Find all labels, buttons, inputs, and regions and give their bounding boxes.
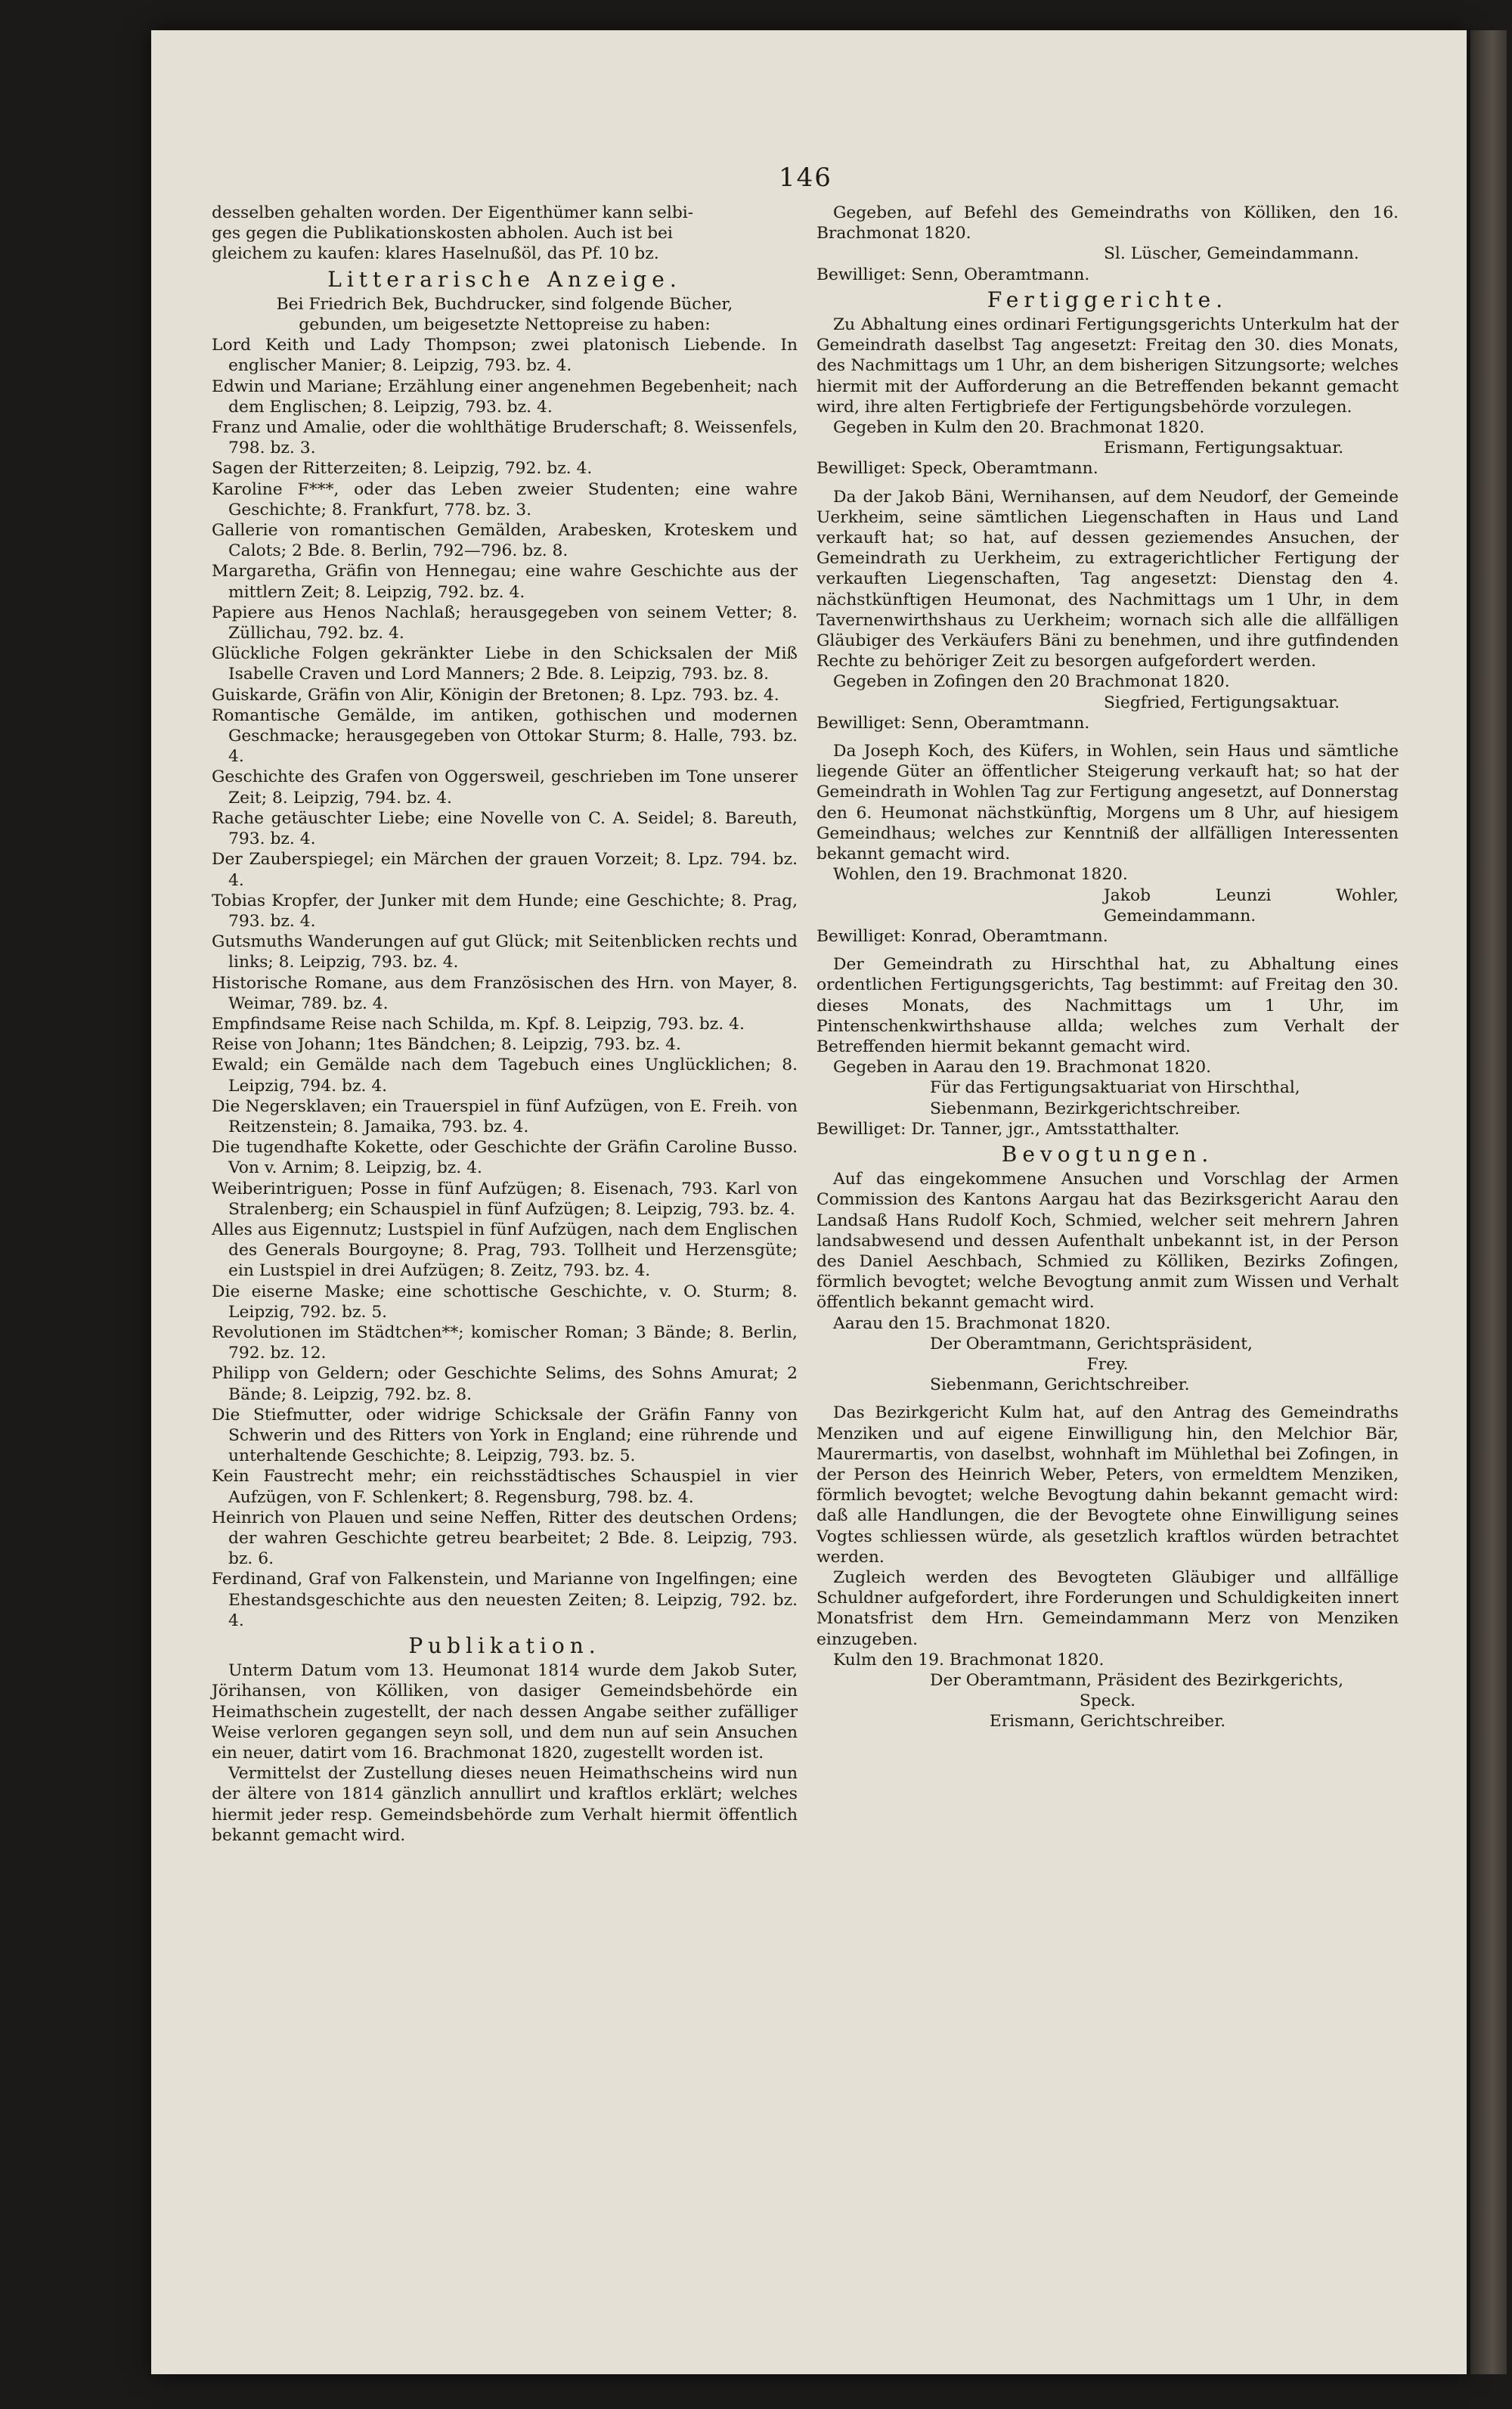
book-entry: Historische Romane, aus dem Französischen des Hrn. von Mayer, 8. Weimar, 789. bz. 4.: [212, 973, 798, 1013]
approval-line: Bewilliget: Senn, Oberamtmann.: [816, 265, 1090, 284]
book-entry: Reise von Johann; 1tes Bändchen; 8. Leipzig, 793. bz. 4.: [212, 1035, 681, 1055]
spacer: [816, 1395, 1399, 1403]
book-entry: Alles aus Eigennutz; Lustspiel in fünf Aufzügen, nach dem Englischen des Generals Bourgoyne; 8. Prag, 793. Tollheit und Herzensgüte; ein Lustspiel in drei Aufzügen; 8. Zeitz, 793. bz. 4.: [212, 1220, 798, 1281]
notice-text: Der Gemeindrath zu Hirschthal hat, zu Abhaltung eines ordentlichen Fertigungsgerichts, Tag bestimmt: auf Freitag den 30. dieses Monats, des Nachmittags um 1 Uhr, im Pintenschenkwirthshause allda; welches zum Verhalt der Betreffenden hiermit bekannt gemacht wird.: [816, 955, 1399, 1056]
signature: Der Oberamtmann, Gerichtspräsident,: [930, 1334, 1253, 1353]
publication-paragraph: Unterm Datum vom 13. Heumonat 1814 wurde dem Jakob Suter, Jörihansen, von Kölliken, von dasiger Gemeindsbehörde ein Heimathschein zugestellt, der nach dessen Angabe seither zufälliger Weise verloren gegangen seyn soll, und dem nun auf sein Ansuchen ein neuer, datirt vom 16. Brachmonat 1820, zugestellt worden ist.: [212, 1661, 798, 1763]
signature: Frey.: [1086, 1354, 1129, 1374]
date-line: Wohlen, den 19. Brachmonat 1820.: [833, 865, 1128, 885]
signature: Siegfried, Fertigungsaktuar.: [1104, 693, 1340, 712]
right-column: [816, 203, 1399, 1732]
book-entry: Ferdinand, Graf von Falkenstein, und Marianne von Ingelfingen; eine Ehestandsgeschichte aus den neuesten Zeiten; 8. Leipzig, 792. bz. 4.: [212, 1570, 798, 1630]
book-entry: Glückliche Folgen gekränkter Liebe in den Schicksalen der Miß Isabelle Craven und Lord Manners; 2 Bde. 8. Leipzig, 793. bz. 8.: [212, 644, 798, 684]
publication-paragraph: Vermittelst der Zustellung dieses neuen Heimathscheins wird nun der ältere von 1814 gänzlich annullirt und kraftlos erklärt; welches hiermit jeder resp. Gemeindsbehörde zum Verhalt hiermit öffentlich bekannt gemacht wird.: [212, 1764, 798, 1845]
approval-line: Bewilliget: Senn, Oberamtmann.: [816, 713, 1090, 733]
spacer: [816, 733, 1399, 741]
notice-text: Das Bezirkgericht Kulm hat, auf den Antrag des Gemeindraths Menziken und auf eigene Einwilligung hin, den Melchior Bär, Maurermartis, von daselbst, wohnhaft im Mühlethal bei Zofingen, in der Person des Heinrich Weber, Peters, von ermeldtem Menziken, förmlich bevogtet; welche Bevogtung dahin bekannt gemacht wird: daß alle Handlungen, die der Bevogtete ohne Einwilligung seines Vogtes schliessen würde, als gesetzlich kraftlos würden betrachtet werden.: [816, 1403, 1399, 1567]
book-list: [212, 335, 798, 1631]
book-entry: Papiere aus Henos Nachlaß; herausgegeben von seinem Vetter; 8. Züllichau, 792. bz. 4.: [212, 603, 798, 643]
heading-literary-notice: Litterarische Anzeige.: [327, 266, 682, 292]
intro-line: desselben gehalten worden. Der Eigenthümer kann selbi-: [212, 203, 694, 222]
book-entry: Weiberintriguen; Posse in fünf Aufzügen; 8. Eisenach, 793. Karl von Stralenberg; ein Schauspiel in fünf Aufzügen; 8. Leipzig, 793. bz. 4.: [212, 1179, 798, 1219]
date-line: Aarau den 15. Brachmonat 1820.: [833, 1313, 1111, 1333]
notice-text: Da der Jakob Bäni, Wernihansen, auf dem Neudorf, der Gemeinde Uerkheim, seine sämtlichen Liegenschaften in Haus und Land verkauft hat; so hat, auf dessen geziemendes Ansuchen, der Gemeindrath zu Uerkheim, zu extragerichtlicher Fertigung der verkauften Liegenschaften, Tag angesetzt: Dienstag den 4. nächstkünftigen Heumonat, des Nachmittags um 1 Uhr, in dem Tavernenwirthshaus zu Uerkheim; wornach sich alle die allfälligen Gläubiger des Verkäufers Bäni zu benehmen, und ihre gutfindenden Rechte zu behöriger Zeit zu besorgen aufgefordert werden.: [816, 487, 1399, 671]
book-entry: Sagen der Ritterzeiten; 8. Leipzig, 792. bz. 4.: [212, 459, 593, 479]
book-entry: Romantische Gemälde, im antiken, gothischen und modernen Geschmacke; herausgegeben von Ottokar Sturm; 8. Halle, 793. bz. 4.: [212, 705, 798, 767]
signature: Für das Fertigungsaktuariat von Hirschthal,: [930, 1078, 1300, 1098]
book-entry: Ewald; ein Gemälde nach dem Tagebuch eines Unglücklichen; 8. Leipzig, 794. bz. 4.: [212, 1056, 798, 1096]
signature: Sl. Lüscher, Gemeindammann.: [1104, 244, 1359, 264]
notice-text: Da Joseph Koch, des Küfers, in Wohlen, sein Haus und sämtliche liegende Güter an öffentlicher Steigerung verkauft hat; so hat der Gemeindrath in Wohlen Tag zur Fertigung angesetzt, auf Donnerstag den 6. Heumonat nächstkünftig, Morgens um 8 Uhr, auf hiesigem Gemeindhaus; welches zur Kenntniß der allfälligen Interessenten bekannt gemacht wird.: [816, 742, 1399, 864]
signature: Erismann, Gerichtschreiber.: [989, 1712, 1226, 1732]
signature: Siebenmann, Gerichtschreiber.: [930, 1375, 1190, 1395]
notice-text: Zu Abhaltung eines ordinari Fertigungsgerichts Unterkulm hat der Gemeindrath daselbst Tag angesetzt: Freitag den 30. dies Monats, des Nachmittags um 1 Uhr, an dem bisherigen Sitzungsorte; welches hiermit mit der Aufforderung an die Betreffenden bekannt gemacht wird, ihre alten Fertigbriefe der Fertigungsbehörde vorzulegen.: [816, 315, 1399, 417]
spacer: [816, 947, 1399, 954]
book-entry: Karoline F***, oder das Leben zweier Studenten; eine wahre Geschichte; 8. Frankfurt, 778. bz. 3.: [212, 479, 798, 519]
book-entry: Die eiserne Maske; eine schottische Geschichte, v. O. Sturm; 8. Leipzig, 792. bz. 5.: [212, 1282, 798, 1322]
book-entry: Empfindsame Reise nach Schilda, m. Kpf. 8. Leipzig, 793. bz. 4.: [212, 1014, 745, 1034]
notice-text: Zugleich werden des Bevogteten Gläubiger und allfällige Schuldner aufgefordert, ihre Forderungen und Schuldigkeiten innert Monatsfrist dem Hrn. Gemeindammann Merz von Menziken einzugeben.: [816, 1568, 1399, 1649]
left-column: [212, 203, 798, 1846]
book-entry: Rache getäuschter Liebe; eine Novelle von C. A. Seidel; 8. Bareuth, 793. bz. 4.: [212, 808, 798, 849]
notice-text: Auf das eingekommene Ansuchen und Vorschlag der Armen Commission des Kantons Aargau hat das Bezirksgericht Aarau den Landsaß Hans Rudolf Koch, Schmied, welcher seit mehrern Jahren landsabwesend und dessen Aufenthalt unbekannt ist, in der Person des Daniel Aeschbach, Schmied zu Kölliken, Bezirks Zofingen, förmlich bevogtet; welche Bevogtung anmit zum Wissen und Verhalt öffentlich bekannt gemacht wird.: [816, 1170, 1399, 1313]
notice-text: Gegeben, auf Befehl des Gemeindraths von Kölliken, den 16. Brachmonat 1820.: [816, 203, 1399, 243]
book-entry: Kein Faustrecht mehr; ein reichsstädtisches Schauspiel in vier Aufzügen, von F. Schlenkert; 8. Regensburg, 798. bz. 4.: [212, 1467, 798, 1507]
book-entry: Guiskarde, Gräfin von Alir, Königin der Bretonen; 8. Lpz. 793. bz. 4.: [212, 685, 779, 705]
book-entry: Geschichte des Grafen von Oggersweil, geschrieben im Tone unserer Zeit; 8. Leipzig, 794. bz. 4.: [212, 767, 798, 808]
literary-intro-line: Bei Friedrich Bek, Buchdrucker, sind folgende Bücher,: [276, 294, 733, 314]
book-entry: Die Stiefmutter, oder widrige Schicksale der Gräfin Fanny von Schwerin und des Ritters von York in England; eine rührende und unterhaltende Geschichte; 8. Leipzig, 793. bz. 5.: [212, 1405, 798, 1466]
date-line: Kulm den 19. Brachmonat 1820.: [833, 1650, 1105, 1670]
book-entry: Edwin und Mariane; Erzählung einer angenehmen Begebenheit; nach dem Englischen; 8. Leipzig, 793. bz. 4.: [212, 377, 798, 417]
date-line: Gegeben in Aarau den 19. Brachmonat 1820.: [833, 1058, 1212, 1077]
signature: Speck.: [1079, 1691, 1136, 1711]
book-entry: Gallerie von romantischen Gemälden, Arabesken, Kroteskem und Calots; 2 Bde. 8. Berlin, 792—796. bz. 8.: [212, 521, 798, 561]
signature: Jakob Leunzi Wohler, Gemeindammann.: [1104, 885, 1399, 925]
book-entry: Heinrich von Plauen und seine Neffen, Ritter des deutschen Ordens; der wahren Geschichte getreu bearbeitet; 2 Bde. 8. Leipzig, 793. bz. 6.: [212, 1508, 798, 1569]
date-line: Gegeben in Kulm den 20. Brachmonat 1820.: [833, 418, 1205, 438]
approval-line: Bewilliget: Speck, Oberamtmann.: [816, 459, 1098, 479]
literary-intro-line: gebunden, um beigesetzte Nettopreise zu haben:: [299, 315, 711, 335]
heading-fertiggerichte: Fertiggerichte.: [987, 287, 1228, 312]
book-entry: Die tugendhafte Kokette, oder Geschichte der Gräfin Caroline Busso. Von v. Arnim; 8. Leipzig, bz. 4.: [212, 1138, 798, 1178]
signature: Erismann, Fertigungsaktuar.: [1104, 439, 1344, 458]
page-number: 146: [779, 163, 832, 193]
signature: Siebenmann, Bezirkgerichtschreiber.: [930, 1099, 1241, 1118]
heading-publication: Publikation.: [408, 1633, 601, 1659]
book-entry: Philipp von Geldern; oder Geschichte Selims, des Sohns Amurat; 2 Bände; 8. Leipzig, 792. bz. 8.: [212, 1364, 798, 1404]
spacer: [816, 479, 1399, 487]
book-entry: Die Negersklaven; ein Trauerspiel in fünf Aufzügen, von E. Freih. von Reitzenstein; 8. Jamaika, 793. bz. 4.: [212, 1096, 798, 1136]
book-gutter: [1470, 30, 1507, 2374]
approval-line: Bewilliget: Dr. Tanner, jgr., Amtsstatthalter.: [816, 1119, 1180, 1139]
book-entry: Margaretha, Gräfin von Hennegau; eine wahre Geschichte aus der mittlern Zeit; 8. Leipzig, 792. bz. 4.: [212, 562, 798, 602]
book-entry: Tobias Kropfer, der Junker mit dem Hunde; eine Geschichte; 8. Prag, 793. bz. 4.: [212, 891, 798, 931]
heading-bevogtungen: Bevogtungen.: [1001, 1141, 1214, 1167]
book-entry: Franz und Amalie, oder die wohlthätige Bruderschaft; 8. Weissenfels, 798. bz. 3.: [212, 418, 798, 458]
date-line: Gegeben in Zofingen den 20 Brachmonat 1820.: [833, 672, 1230, 692]
book-entry: Gutsmuths Wanderungen auf gut Glück; mit Seitenblicken rechts und links; 8. Leipzig, 793. bz. 4.: [212, 932, 798, 972]
intro-line: ges gegen die Publikationskosten abholen. Auch ist bei: [212, 224, 673, 243]
book-entry: Lord Keith und Lady Thompson; zwei platonisch Liebende. In englischer Manier; 8. Leipzig, 793. bz. 4.: [212, 336, 798, 376]
approval-line: Bewilliget: Konrad, Oberamtmann.: [816, 926, 1108, 946]
book-entry: Der Zauberspiegel; ein Märchen der grauen Vorzeit; 8. Lpz. 794. bz. 4.: [212, 850, 798, 890]
signature: Der Oberamtmann, Präsident des Bezirkgerichts,: [930, 1671, 1344, 1691]
intro-line: gleichem zu kaufen: klares Haselnußöl, das Pf. 10 bz.: [212, 244, 659, 264]
book-entry: Revolutionen im Städtchen**; komischer Roman; 3 Bände; 8. Berlin, 792. bz. 12.: [212, 1322, 798, 1363]
